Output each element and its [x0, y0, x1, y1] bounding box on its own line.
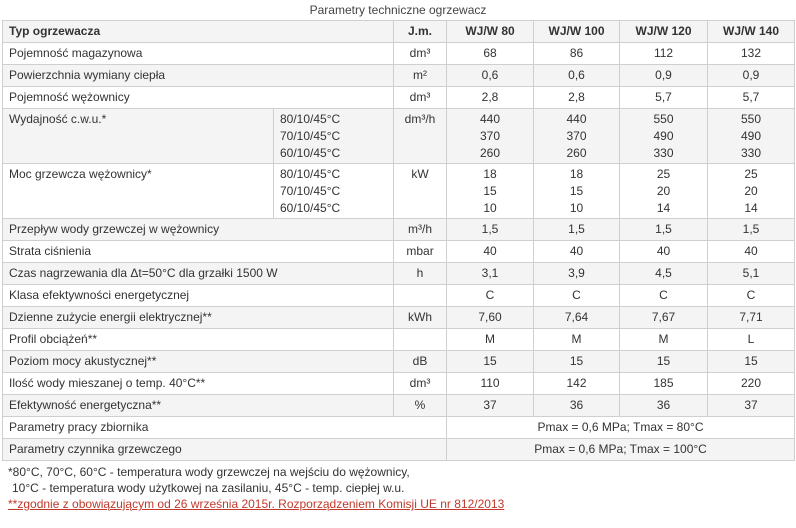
- condition-label: 80/10/45°C: [280, 167, 341, 181]
- value: L: [747, 332, 755, 346]
- value-cell: [708, 373, 795, 395]
- value-cell: [708, 164, 795, 219]
- value: M: [485, 332, 496, 346]
- value: 112: [653, 46, 674, 60]
- value: 2,8: [568, 90, 585, 104]
- value: 37: [744, 398, 758, 412]
- value: 2,8: [481, 90, 499, 104]
- table-title: Parametry techniczne ogrzewacz: [309, 3, 487, 17]
- value: C: [746, 288, 756, 302]
- value-cell: [534, 307, 620, 329]
- value: 550: [741, 112, 762, 126]
- value: 15: [483, 184, 497, 198]
- footnotes: [8, 464, 796, 512]
- value-cell: [534, 87, 620, 109]
- value-cell: [447, 164, 534, 219]
- row-label: Pojemność magazynowa: [3, 43, 394, 65]
- row-label: Moc grzewcza wężownicy*: [3, 164, 274, 219]
- row-unit: dm³: [394, 43, 447, 65]
- row-label: Klasa efektywności energetycznej: [3, 285, 394, 307]
- row-unit: m³/h: [394, 219, 447, 241]
- value: 36: [569, 398, 584, 412]
- value-cell: [620, 285, 708, 307]
- row-conditions: [274, 109, 394, 164]
- value-cell: [620, 164, 708, 219]
- row-unit: dm³: [394, 87, 447, 109]
- table-row: [3, 439, 795, 461]
- value: 15: [483, 354, 497, 368]
- value-cell: [620, 329, 708, 351]
- value-cell: [708, 307, 795, 329]
- value-cell: [708, 395, 795, 417]
- row-unit: h: [394, 263, 447, 285]
- value-cell: [708, 43, 795, 65]
- table-row: [3, 373, 795, 395]
- value: 10: [569, 201, 584, 215]
- value-cell: [534, 329, 620, 351]
- value-cell: [447, 373, 534, 395]
- value-cell: [447, 43, 534, 65]
- value-cell: [708, 241, 795, 263]
- condition-label: 70/10/45°C: [280, 184, 341, 198]
- row-unit: %: [394, 395, 447, 417]
- value: 40: [744, 244, 758, 258]
- table-row: [3, 241, 795, 263]
- value-cell: [708, 285, 795, 307]
- value: 260: [566, 146, 587, 160]
- value-cell: [447, 329, 534, 351]
- value-cell: [620, 65, 708, 87]
- row-unit: [394, 285, 447, 307]
- value-cell: [620, 307, 708, 329]
- value-cell: [620, 395, 708, 417]
- row-unit: dB: [394, 351, 447, 373]
- value: C: [485, 288, 495, 302]
- row-spanned-value: Pmax = 0,6 MPa; Tmax = 100°C: [447, 439, 795, 461]
- table-row: [3, 65, 795, 87]
- value: 20: [656, 184, 671, 198]
- value-cell: [708, 109, 795, 164]
- value-cell: [447, 219, 534, 241]
- value: 25: [656, 167, 671, 181]
- value: 260: [480, 146, 501, 160]
- row-label: Efektywność energetyczna**: [3, 395, 394, 417]
- condition-label: 60/10/45°C: [280, 201, 341, 215]
- value: 15: [569, 354, 584, 368]
- table-row: [3, 219, 795, 241]
- value-cell: [708, 219, 795, 241]
- row-unit: kWh: [394, 307, 447, 329]
- value: 110: [480, 376, 500, 390]
- value: 15: [569, 184, 584, 198]
- value-cell: [534, 65, 620, 87]
- value: 14: [744, 201, 758, 215]
- value-cell: [708, 65, 795, 87]
- footnote-regulation: **zgodnie z obowiązującym od 26 września 2015r. Rozporządzeniem Komisji UE nr 812/2013: [8, 497, 505, 511]
- value-cell: [534, 241, 620, 263]
- spec-table: [2, 20, 795, 461]
- value-cell: [620, 87, 708, 109]
- table-row: [3, 87, 795, 109]
- value-cell: [620, 109, 708, 164]
- row-label: Przepływ wody grzewczej w wężownicy: [3, 219, 394, 241]
- table-row: [3, 395, 795, 417]
- value: 40: [569, 244, 584, 258]
- header-model-140: WJ/W 140: [708, 21, 795, 43]
- value: 3,1: [481, 266, 499, 280]
- row-label: Strata ciśnienia: [3, 241, 394, 263]
- value: 550: [653, 112, 674, 126]
- value-cell: [534, 373, 620, 395]
- row-unit: mbar: [394, 241, 447, 263]
- value: 0,6: [568, 68, 585, 82]
- condition-label: 70/10/45°C: [280, 129, 341, 143]
- table-row: [3, 351, 795, 373]
- value: 37: [483, 398, 497, 412]
- value: 10: [483, 201, 497, 215]
- value: 220: [741, 376, 762, 390]
- value: 370: [480, 129, 501, 143]
- value-cell: [620, 351, 708, 373]
- row-label: Pojemność wężownicy: [3, 87, 394, 109]
- value: 25: [744, 167, 758, 181]
- row-label: Dzienne zużycie energii elektrycznej**: [3, 307, 394, 329]
- value: 1,5: [568, 222, 585, 236]
- value: 370: [566, 129, 587, 143]
- value: 36: [656, 398, 671, 412]
- header-row: [3, 21, 795, 43]
- row-spanned-value: Pmax = 0,6 MPa; Tmax = 80°C: [447, 417, 795, 439]
- value: 4,5: [655, 266, 672, 280]
- row-unit: dm³: [394, 373, 447, 395]
- value: 330: [741, 146, 762, 160]
- table-row: [3, 43, 795, 65]
- value-cell: [620, 219, 708, 241]
- value-cell: [534, 164, 620, 219]
- row-conditions: [274, 164, 394, 219]
- value-cell: [708, 263, 795, 285]
- value: 440: [480, 112, 501, 126]
- row-label: Ilość wody mieszanej o temp. 40°C**: [3, 373, 394, 395]
- value: 330: [653, 146, 674, 160]
- value: 490: [741, 129, 762, 143]
- value-cell: [708, 329, 795, 351]
- value-cell: [447, 263, 534, 285]
- row-label: Poziom mocy akustycznej**: [3, 351, 394, 373]
- value: M: [571, 332, 582, 346]
- value: 86: [569, 46, 584, 60]
- table-row: [3, 263, 795, 285]
- value: 1,5: [481, 222, 499, 236]
- value: 0,6: [481, 68, 499, 82]
- value-cell: [534, 109, 620, 164]
- value-cell: [620, 43, 708, 65]
- value-cell: [708, 87, 795, 109]
- value: 7,64: [564, 310, 589, 324]
- value: 5,7: [655, 90, 672, 104]
- value-cell: [534, 395, 620, 417]
- value: 68: [483, 46, 497, 60]
- row-unit: [394, 329, 447, 351]
- value: 18: [569, 167, 584, 181]
- value: C: [659, 288, 668, 302]
- value: 15: [744, 354, 758, 368]
- value: 0,9: [742, 68, 760, 82]
- value: 440: [566, 112, 587, 126]
- row-label: Wydajność c.w.u.*: [3, 109, 274, 164]
- value-cell: [447, 395, 534, 417]
- value-cell: [534, 285, 620, 307]
- value: 132: [741, 46, 762, 60]
- row-label: Parametry czynnika grzewczego: [3, 439, 447, 461]
- value-cell: [534, 219, 620, 241]
- header-type: Typ ogrzewacza: [3, 21, 394, 43]
- value: 0,9: [655, 68, 672, 82]
- header-unit: J.m.: [394, 21, 447, 43]
- row-label: Parametry pracy zbiornika: [3, 417, 447, 439]
- value: M: [658, 332, 669, 346]
- value: 15: [656, 354, 671, 368]
- value: 3,9: [568, 266, 585, 280]
- header-model-100: WJ/W 100: [534, 21, 620, 43]
- row-label: Czas nagrzewania dla Δt=50°C dla grzałki 1500 W: [3, 263, 394, 285]
- value-cell: [620, 241, 708, 263]
- row-label: Powierzchnia wymiany ciepła: [3, 65, 394, 87]
- value-cell: [534, 43, 620, 65]
- condition-label: 60/10/45°C: [280, 146, 341, 160]
- footnote-2: 10°C - temperatura wody użytkowej na zasilaniu, 45°C - temp. ciepłej w.u.: [12, 481, 405, 495]
- value-cell: [447, 351, 534, 373]
- row-label: Profil obciążeń**: [3, 329, 394, 351]
- value: 1,5: [655, 222, 672, 236]
- value: 185: [653, 376, 674, 390]
- value: 490: [653, 129, 674, 143]
- value-cell: [447, 109, 534, 164]
- value: 40: [656, 244, 671, 258]
- value-cell: [447, 241, 534, 263]
- value-cell: [708, 351, 795, 373]
- value-cell: [447, 65, 534, 87]
- row-unit: kW: [394, 164, 447, 219]
- table-row: [3, 307, 795, 329]
- row-unit: dm³/h: [394, 109, 447, 164]
- value: 20: [744, 184, 758, 198]
- header-model-80: WJ/W 80: [447, 21, 534, 43]
- value: 40: [483, 244, 497, 258]
- table-row: [3, 285, 795, 307]
- value: 7,67: [651, 310, 676, 324]
- value: 7,71: [739, 310, 763, 324]
- value: 1,5: [742, 222, 760, 236]
- value: 7,60: [478, 310, 502, 324]
- condition-label: 80/10/45°C: [280, 112, 341, 126]
- value: C: [572, 288, 581, 302]
- value-cell: [447, 307, 534, 329]
- value-cell: [534, 263, 620, 285]
- footnote-1: *80°C, 70°C, 60°C - temperatura wody grzewczej na wejściu do wężownicy,: [8, 465, 410, 479]
- value-cell: [447, 285, 534, 307]
- value-cell: [620, 373, 708, 395]
- row-unit: m²: [394, 65, 447, 87]
- value: 5,7: [742, 90, 760, 104]
- table-row: [3, 109, 795, 164]
- table-row: [3, 164, 795, 219]
- value: 18: [483, 167, 497, 181]
- value: 142: [566, 376, 587, 390]
- value-cell: [620, 263, 708, 285]
- value: 14: [656, 201, 671, 215]
- table-row: [3, 417, 795, 439]
- value: 5,1: [742, 266, 760, 280]
- table-row: [3, 329, 795, 351]
- value-cell: [534, 351, 620, 373]
- value-cell: [447, 87, 534, 109]
- header-model-120: WJ/W 120: [620, 21, 708, 43]
